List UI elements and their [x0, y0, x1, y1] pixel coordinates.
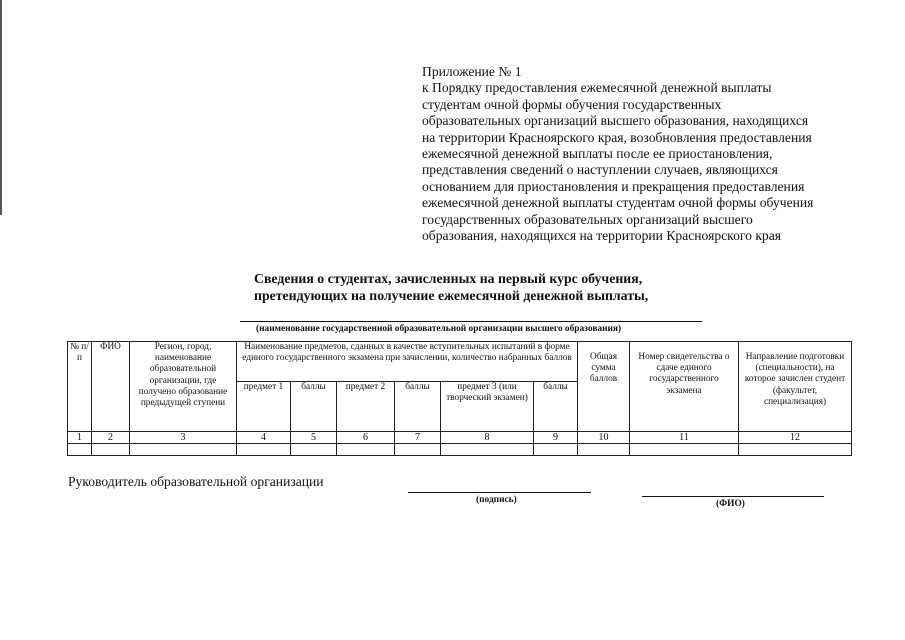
table-cell — [130, 444, 237, 456]
column-number: 8 — [441, 432, 534, 444]
appendix-line: основанием для приостановления и прекращения предоставления — [422, 178, 805, 194]
appendix-line: Приложение № 1 — [422, 64, 522, 79]
column-number: 9 — [534, 432, 578, 444]
table-cell — [739, 444, 852, 456]
fio-caption: (ФИО) — [716, 499, 745, 509]
table-cell — [441, 444, 534, 456]
students-table — [67, 341, 852, 456]
header-direction: Направление подготовки (специальности), на которое зачислен студент (факультет, специализация) — [739, 342, 852, 432]
signature-line — [408, 492, 591, 493]
column-number: 4 — [237, 432, 291, 444]
column-number: 5 — [291, 432, 337, 444]
appendix-line: образовательных организаций высшего образования, находящихся — [422, 113, 809, 129]
header-region: Регион, город, наименование образовательной организации, где получено образование предыдущей ступени — [130, 342, 237, 432]
header-score-1: баллы — [291, 382, 337, 432]
appendix-line: на территории Красноярского края, возобновления предоставления — [422, 129, 812, 145]
header-total: Общая сумма баллов — [578, 342, 630, 432]
scan-edge — [0, 0, 2, 215]
signature-caption: (подпись) — [476, 495, 517, 505]
table-cell — [534, 444, 578, 456]
header-num: № п/п — [68, 342, 92, 432]
document-title — [254, 270, 648, 304]
header-subjects-group: Наименование предметов, сданных в качестве вступительных испытаний в форме единого государственного экзамена при зачислении, количество набранных баллов — [237, 342, 578, 382]
header-cert: Номер свидетельства о сдаче единого государственного экзамена — [630, 342, 739, 432]
fio-line — [642, 496, 824, 497]
header-fio: ФИО — [92, 342, 130, 432]
column-number: 7 — [395, 432, 441, 444]
org-name-caption: (наименование государственной образовательной организации высшего образования) — [256, 324, 622, 334]
header-subject-3: предмет 3 (или творческий экзамен) — [441, 382, 534, 432]
table-cell — [578, 444, 630, 456]
appendix-line: представления сведений о наступлении случаев, являющихся — [422, 162, 778, 178]
column-number: 12 — [739, 432, 852, 444]
table-cell — [291, 444, 337, 456]
header-score-2: баллы — [395, 382, 441, 432]
table-cell — [630, 444, 739, 456]
column-number: 3 — [130, 432, 237, 444]
table-cell — [337, 444, 395, 456]
appendix-block — [422, 64, 892, 244]
table-cell — [237, 444, 291, 456]
column-number: 1 — [68, 432, 92, 444]
appendix-line: к Порядку предоставления ежемесячной денежной выплаты — [422, 80, 772, 96]
column-number: 11 — [630, 432, 739, 444]
header-score-3: баллы — [534, 382, 578, 432]
title-line-2: претендующих на получение ежемесячной денежной выплаты, — [254, 288, 649, 303]
head-of-organization-label: Руководитель образовательной организации — [68, 474, 324, 489]
column-number: 2 — [92, 432, 130, 444]
table-cell — [68, 444, 92, 456]
empty-data-row — [68, 444, 852, 456]
appendix-line: образования, находящихся на территории Красноярского края — [422, 228, 782, 244]
table-cell — [92, 444, 130, 456]
appendix-line: ежемесячной денежной выплаты после ее приостановления, — [422, 146, 773, 162]
header-subject-1: предмет 1 — [237, 382, 291, 432]
appendix-line: ежемесячной денежной выплаты студентам очной формы обучения — [422, 195, 814, 211]
appendix-line: студентам очной формы обучения государственных — [422, 96, 722, 112]
header-subject-2: предмет 2 — [337, 382, 395, 432]
title-line-1: Сведения о студентах, зачисленных на первый курс обучения, — [254, 271, 643, 286]
table-cell — [395, 444, 441, 456]
org-name-line — [240, 321, 702, 322]
column-number: 6 — [337, 432, 395, 444]
appendix-line: государственных образовательных организаций высшего — [422, 211, 753, 227]
column-number: 10 — [578, 432, 630, 444]
